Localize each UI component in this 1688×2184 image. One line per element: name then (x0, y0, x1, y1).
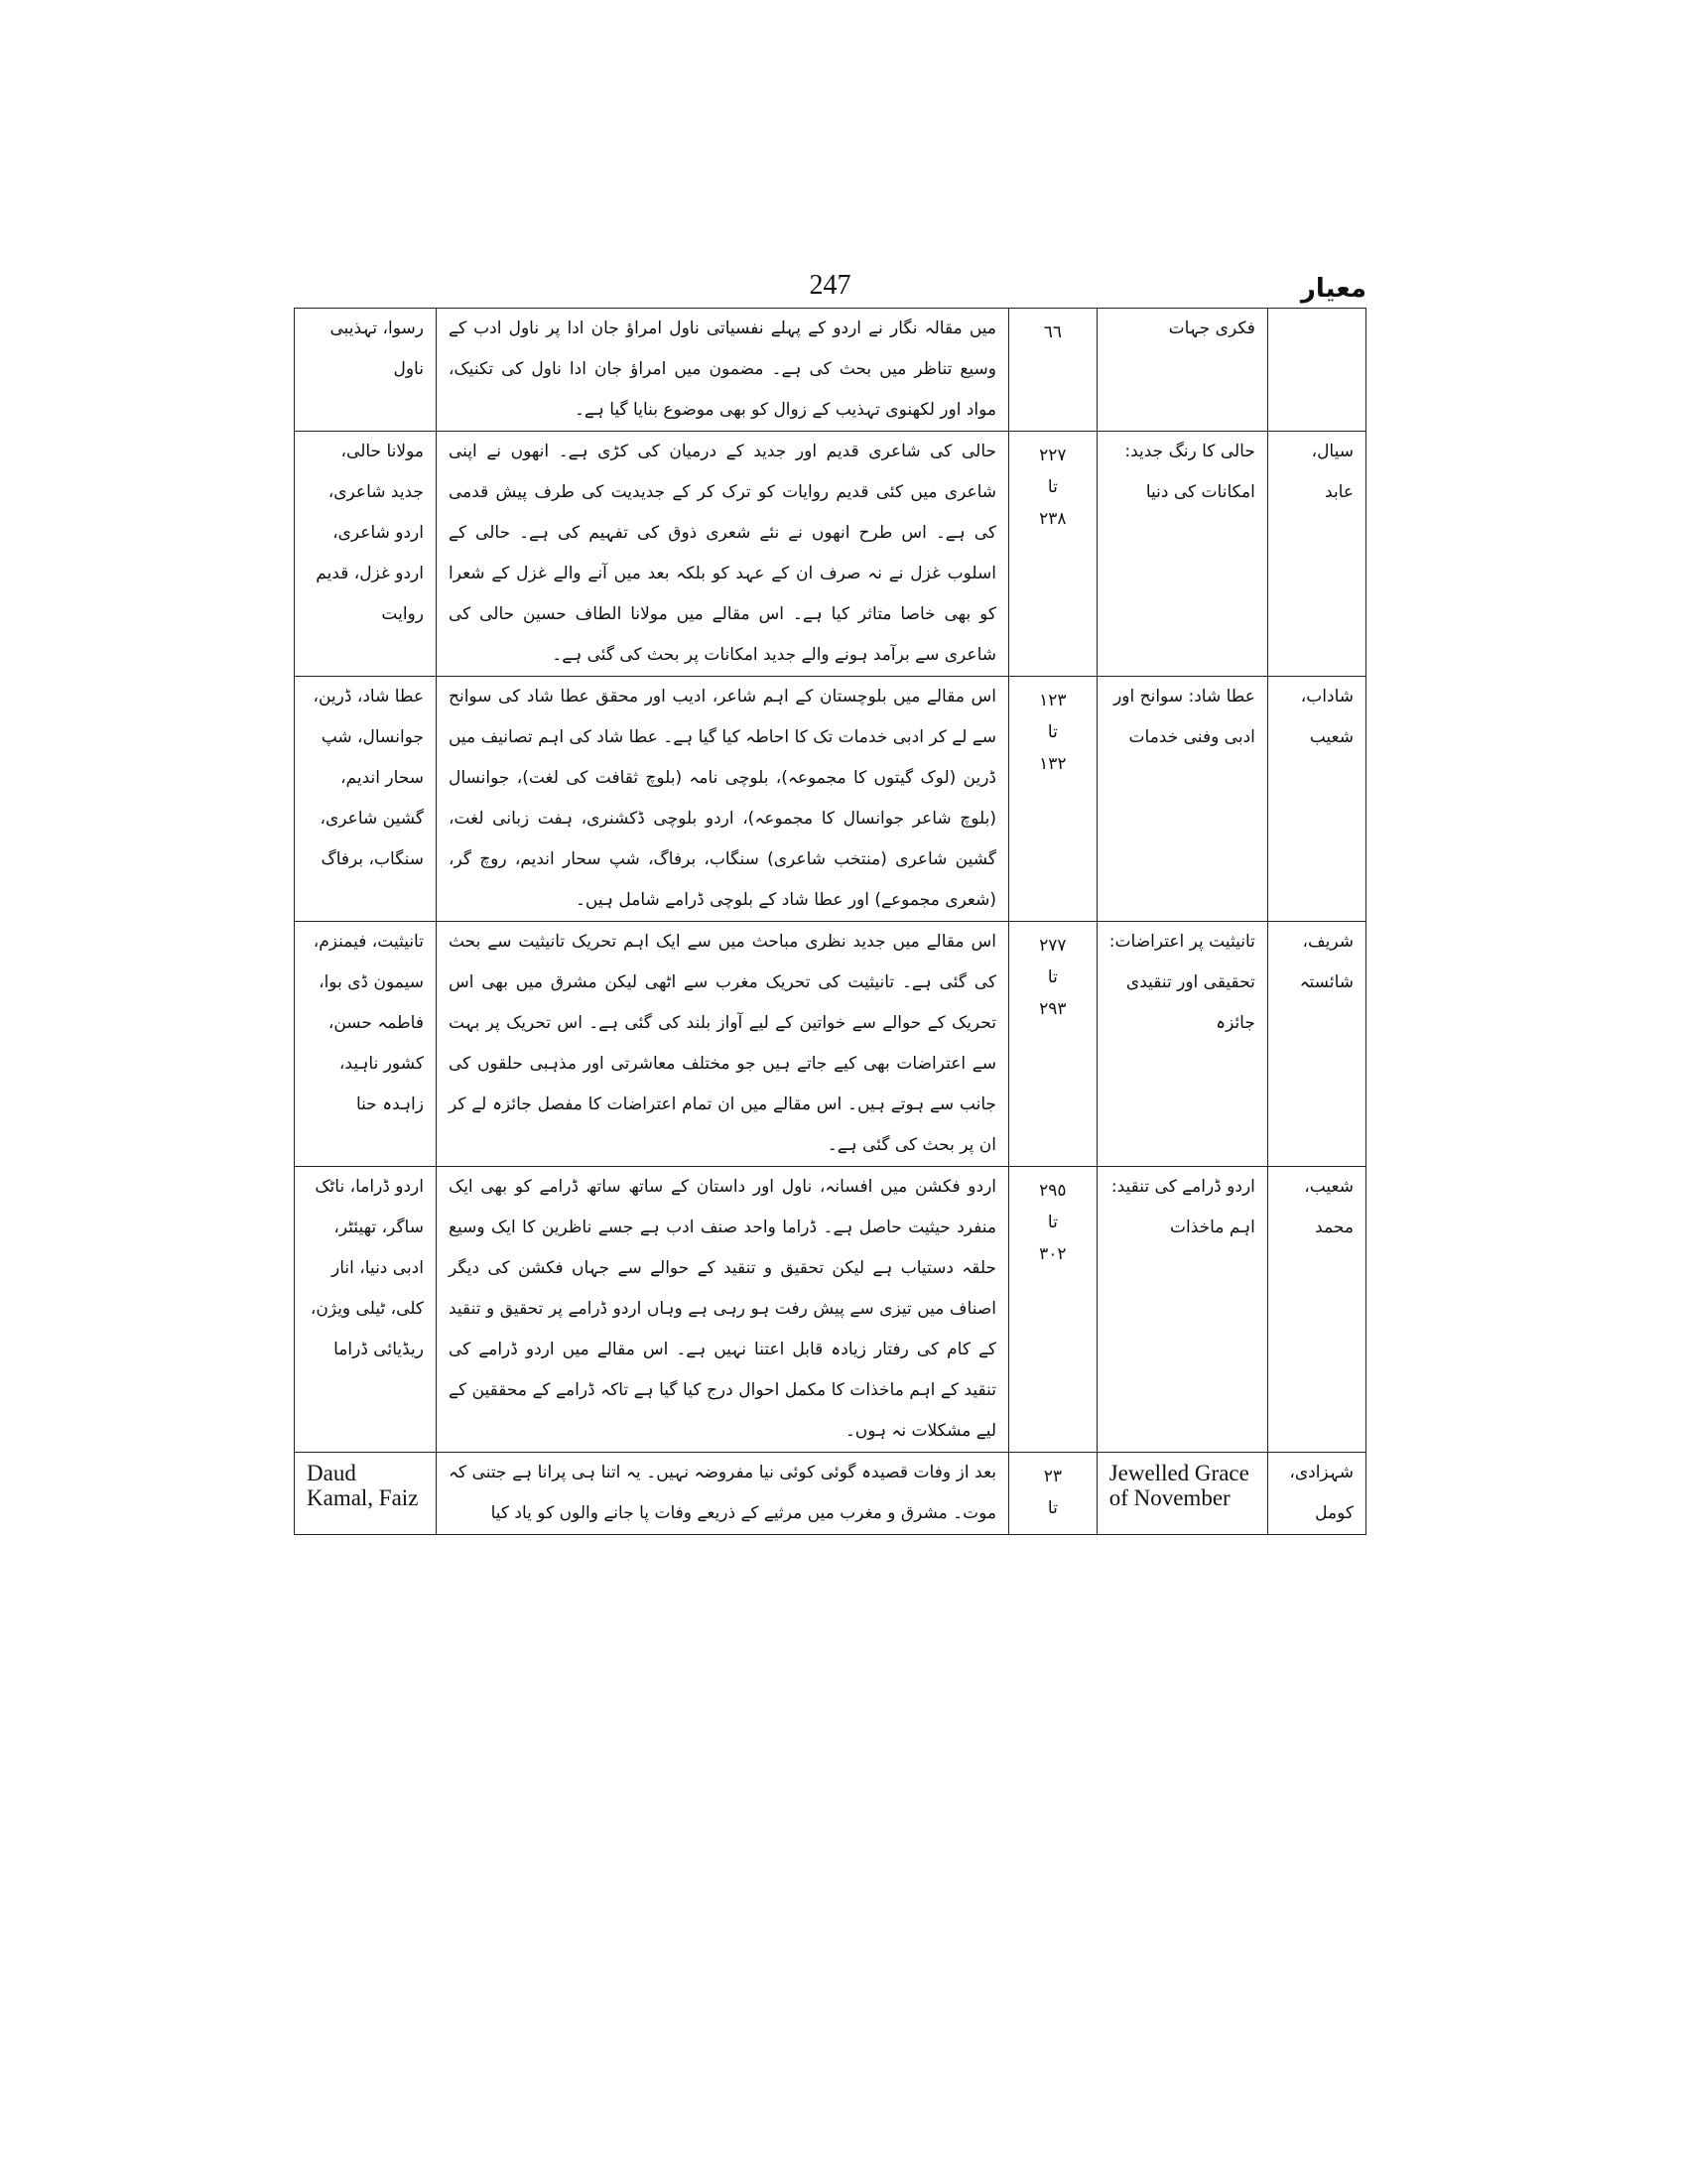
pages-cell (1009, 1167, 1098, 1453)
page-start: ٢٣ (1043, 1467, 1062, 1486)
pages-cell (1009, 677, 1098, 922)
keywords-latin: Daud Kamal, Faiz (307, 1461, 419, 1510)
title-cell: فکری جہات (1097, 309, 1267, 432)
page-start: ٦٦ (1043, 322, 1062, 342)
author-cell (1267, 309, 1365, 432)
abstract-cell: اس مقالے میں بلوچستان کے اہم شاعر، ادیب اور محقق عطا شاد کی سوانح سے لے کر ادبی خدمات تک کا احاطہ کیا گیا ہے۔ عطا شاد کی اہم تصانیف میں ڈرین (لوک گیتوں کا مجموعہ)، بلوچی نامہ (بلوچ ثقافت کی لغت)، جوانسال (بلوچ شاعر جوانسال کا مجموعہ)، اردو بلوچی ڈکشنری، ہفت زبانی لغت، گشین شاعری (منتخب شاعری) سنگاب، برفاگ، شپ سحار اندیم، روچ گر، (شعری مجموعے) اور عطا شاد کے بلوچی ڈرامے شامل ہیں۔ (436, 677, 1008, 922)
title-cell: تانیثیت پر اعتراضات: تحقیقی اور تنقیدی جائزہ (1097, 922, 1267, 1167)
title-cell: عطا شاد: سوانح اور ادبی وفنی خدمات (1097, 677, 1267, 922)
page-range-sep: تا (1047, 1498, 1058, 1518)
author-cell: شریف، شائستہ (1267, 922, 1365, 1167)
page-header (294, 270, 1366, 306)
abstract-cell: میں مقالہ نگار نے اردو کے پہلے نفسیاتی ناول امراؤ جان ادا پر ناول ادب کے وسیع تناظر میں بحث کی ہے۔ مضمون میں امراؤ جان ادا ناول کی تکنیک، مواد اور لکھنوی تہذیب کے زوال کو بھی موضوع بنایا گیا ہے۔ (436, 309, 1008, 432)
table-row (295, 677, 1366, 922)
page-end: ١٣٢ (1039, 754, 1067, 774)
pages-cell (1009, 309, 1098, 432)
title-cell (1097, 1453, 1267, 1535)
page-range-sep: تا (1047, 1213, 1058, 1232)
keywords-cell: مولانا حالی، جدید شاعری، اردو شاعری، اردو غزل، قدیم روایت (295, 432, 437, 677)
page-start: ٢٩٥ (1039, 1181, 1067, 1201)
keywords-cell: عطا شاد، ڈرین، جوانسال، شپ سحار اندیم، گشین شاعری، سنگاب، برفاگ (295, 677, 437, 922)
page-number: 247 (809, 270, 851, 301)
table-row (295, 1167, 1366, 1453)
page-start: ١٢٣ (1039, 691, 1067, 710)
table-row (295, 432, 1366, 677)
author-cell: شعیب، محمد (1267, 1167, 1365, 1453)
pages-cell (1009, 432, 1098, 677)
page-end: ٢٩٣ (1039, 999, 1067, 1019)
abstract-cell: اس مقالے میں جدید نظری مباحث میں سے ایک اہم تحریک تانیثیت سے بحث کی گئی ہے۔ تانیثیت کی تحریک مغرب سے اٹھی لیکن مشرق میں بھی اس تحریک کے حوالے سے خواتین کے لیے آواز بلند کی گئی ہے۔ اس تحریک پر بہت سے اعتراضات بھی کیے جاتے ہیں جو مختلف معاشرتی اور مذہبی حلقوں کی جانب سے ہوتے ہیں۔ اس مقالے میں ان تمام اعتراضات کا مفصل جائزہ لے کر ان پر بحث کی گئی ہے۔ (436, 922, 1008, 1167)
index-table (294, 308, 1366, 1535)
page-end: ٣٠٢ (1039, 1244, 1067, 1264)
title-latin: Jewelled Grace of November (1108, 1461, 1249, 1510)
page-range-sep: تا (1047, 722, 1058, 742)
keywords-cell: رسوا، تہذیبی ناول (295, 309, 437, 432)
abstract-cell: اردو فکشن میں افسانہ، ناول اور داستان کے ساتھ ساتھ ڈرامے کو بھی ایک منفرد حیثیت حاصل ہے۔ ڈراما واحد صنف ادب ہے جسے ناظرین کا ایک وسیع حلقہ دستیاب ہے لیکن تحقیق و تنقید کے حوالے سے جہاں فکشن کی دیگر اصناف میں تیزی سے پیش رفت ہو رہی ہے وہاں اردو ڈرامے پر تحقیق و تنقید کے کام کی رفتار زیادہ قابل اعتنا نہیں ہے۔ اس مقالے میں اردو ڈرامے کی تنقید کے اہم ماخذات کا مکمل احوال درج کیا گیا ہے تاکہ ڈرامے کے محققین کے لیے مشکلات نہ ہوں۔ (436, 1167, 1008, 1453)
author-cell: شاداب، شعیب (1267, 677, 1365, 922)
author-cell: شہزادی، کومل (1267, 1453, 1365, 1535)
keywords-cell (295, 1453, 437, 1535)
table-row (295, 1453, 1366, 1535)
author-cell: سیال، عابد (1267, 432, 1365, 677)
keywords-cell: اردو ڈراما، ناٹک ساگر، تھیئٹر، ادبی دنیا، انار کلی، ٹیلی ویژن، ریڈیائی ڈراما (295, 1167, 437, 1453)
abstract-cell: حالی کی شاعری قدیم اور جدید کے درمیان کی کڑی ہے۔ انھوں نے اپنی شاعری میں کئی قدیم روایات کو ترک کر کے جدیدیت کی طرف پیش قدمی کی ہے۔ اس طرح انھوں نے نئے شعری ذوق کی تفہیم کی ہے۔ حالی کے اسلوب غزل نے نہ صرف ان کے عہد کو بلکہ بعد میں آنے والے غزل کے شعرا کو بھی خاصا متاثر کیا ہے۔ اس مقالے میں مولانا الطاف حسین حالی کی شاعری سے برآمد ہونے والے جدید امکانات پر بحث کی گئی ہے۔ (436, 432, 1008, 677)
page-end: ٢٣٨ (1039, 509, 1067, 529)
abstract-cell: بعد از وفات قصیدہ گوئی کوئی نیا مفروضہ نہیں۔ یہ اتنا ہی پرانا ہے جتنی کہ موت۔ مشرق و مغرب میں مرثیے کے ذریعے وفات پا جانے والوں کو یاد کیا (436, 1453, 1008, 1535)
pages-cell (1009, 1453, 1098, 1535)
title-cell: اردو ڈرامے کی تنقید: اہم ماخذات (1097, 1167, 1267, 1453)
page-range-sep: تا (1047, 477, 1058, 497)
table-row (295, 922, 1366, 1167)
keywords-cell: تانیثیت، فیمنزم، سیمون ڈی بوا، فاطمہ حسن، کشور ناہید، زاہدہ حنا (295, 922, 437, 1167)
page-start: ٢٧٧ (1039, 936, 1067, 956)
table-row (295, 309, 1366, 432)
page-start: ٢٢٧ (1039, 446, 1067, 465)
journal-name: معیار (1300, 274, 1366, 304)
title-cell: حالی کا رنگ جدید: امکانات کی دنیا (1097, 432, 1267, 677)
pages-cell (1009, 922, 1098, 1167)
page-range-sep: تا (1047, 967, 1058, 987)
